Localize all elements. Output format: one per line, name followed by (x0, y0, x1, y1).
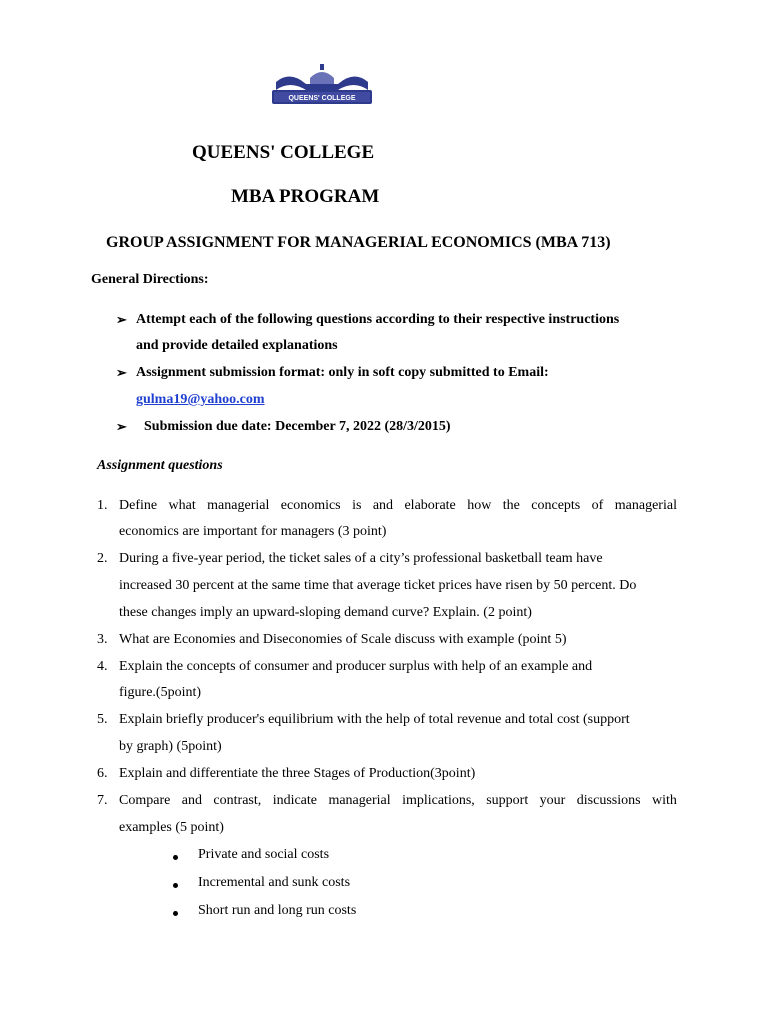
bullet-dot-icon (173, 911, 178, 916)
question-1-line-1 (119, 498, 677, 514)
assignment-title: GROUP ASSIGNMENT FOR MANAGERIAL ECONOMICS (MBA 713) (106, 234, 611, 251)
bullet-item: Incremental and sunk costs (198, 875, 351, 890)
bullet-dot-icon (173, 855, 178, 860)
question-2-line-3: these changes imply an upward-sloping demand curve? Explain. (2 point) (119, 605, 532, 620)
question-6-line-1: Explain and differentiate the three Stages of Production(3point) (119, 766, 476, 781)
word: Define (119, 498, 158, 513)
question-2-line-1: During a five-year period, the ticket sales of a city’s professional basketball team have (119, 551, 603, 566)
word: of (591, 498, 604, 513)
word: elaborate (404, 498, 456, 513)
question-number: 7. (97, 793, 108, 808)
question-2-line-2: increased 30 percent at the same time that average ticket prices have risen by 50 percent. Do (119, 578, 637, 593)
question-4-line-1: Explain the concepts of consumer and producer surplus with help of an example and (119, 659, 593, 674)
word: managerial (328, 793, 391, 808)
word: discussions (576, 793, 641, 808)
word: with (652, 793, 677, 808)
question-5-line-2: by graph) (5point) (119, 739, 222, 754)
direction-item-1-line-2: and provide detailed explanations (136, 338, 338, 353)
question-1-line-2: economics are important for managers (3 point) (119, 524, 387, 539)
question-7-line-2: examples (5 point) (119, 820, 224, 835)
bullet-item: Short run and long run costs (198, 903, 357, 918)
word: contrast, (213, 793, 262, 808)
word: what (168, 498, 196, 513)
logo-text: QUEENS' COLLEGE (288, 95, 356, 102)
word: managerial (207, 498, 270, 513)
word: concepts (531, 498, 581, 513)
questions-heading: Assignment questions (97, 458, 223, 473)
direction-item-2-line-1: Assignment submission format: only in soft copy submitted to Email: (136, 365, 549, 380)
question-7-line-1 (119, 793, 677, 809)
question-number: 4. (97, 659, 108, 674)
college-logo (270, 60, 374, 108)
question-3-line-1: What are Economies and Diseconomies of Scale discuss with example (point 5) (119, 632, 567, 647)
program-title: MBA PROGRAM (231, 186, 380, 207)
question-number: 5. (97, 712, 108, 727)
direction-item-1-line-1: Attempt each of the following questions according to their respective instructions (136, 312, 620, 327)
word: implications, (402, 793, 475, 808)
word: is (352, 498, 362, 513)
question-number: 1. (97, 498, 108, 513)
question-number: 6. (97, 766, 108, 781)
word: managerial (614, 498, 677, 513)
word: how (467, 498, 492, 513)
word: economics (280, 498, 341, 513)
word: your (539, 793, 566, 808)
word: indicate (272, 793, 317, 808)
question-4-line-2: figure.(5point) (119, 685, 202, 700)
college-crest-icon (270, 60, 374, 108)
word: and (181, 793, 202, 808)
word: support (486, 793, 529, 808)
word: the (502, 498, 520, 513)
directions-heading: General Directions: (91, 272, 209, 287)
question-number: 3. (97, 632, 108, 647)
arrow-bullet-icon: ➢ (116, 419, 127, 434)
arrow-bullet-icon: ➢ (116, 365, 127, 380)
word: and (372, 498, 394, 513)
question-5-line-1: Explain briefly producer's equilibrium with the help of total revenue and total cost (support (119, 712, 630, 727)
college-title: QUEENS' COLLEGE (192, 142, 375, 163)
question-number: 2. (97, 551, 108, 566)
arrow-bullet-icon: ➢ (116, 312, 127, 327)
email-link[interactable]: gulma19@yahoo.com (136, 392, 265, 407)
bullet-item: Private and social costs (198, 847, 330, 862)
word: Compare (119, 793, 171, 808)
direction-item-3: Submission due date: December 7, 2022 (28/3/2015) (144, 419, 451, 434)
bullet-dot-icon (173, 883, 178, 888)
